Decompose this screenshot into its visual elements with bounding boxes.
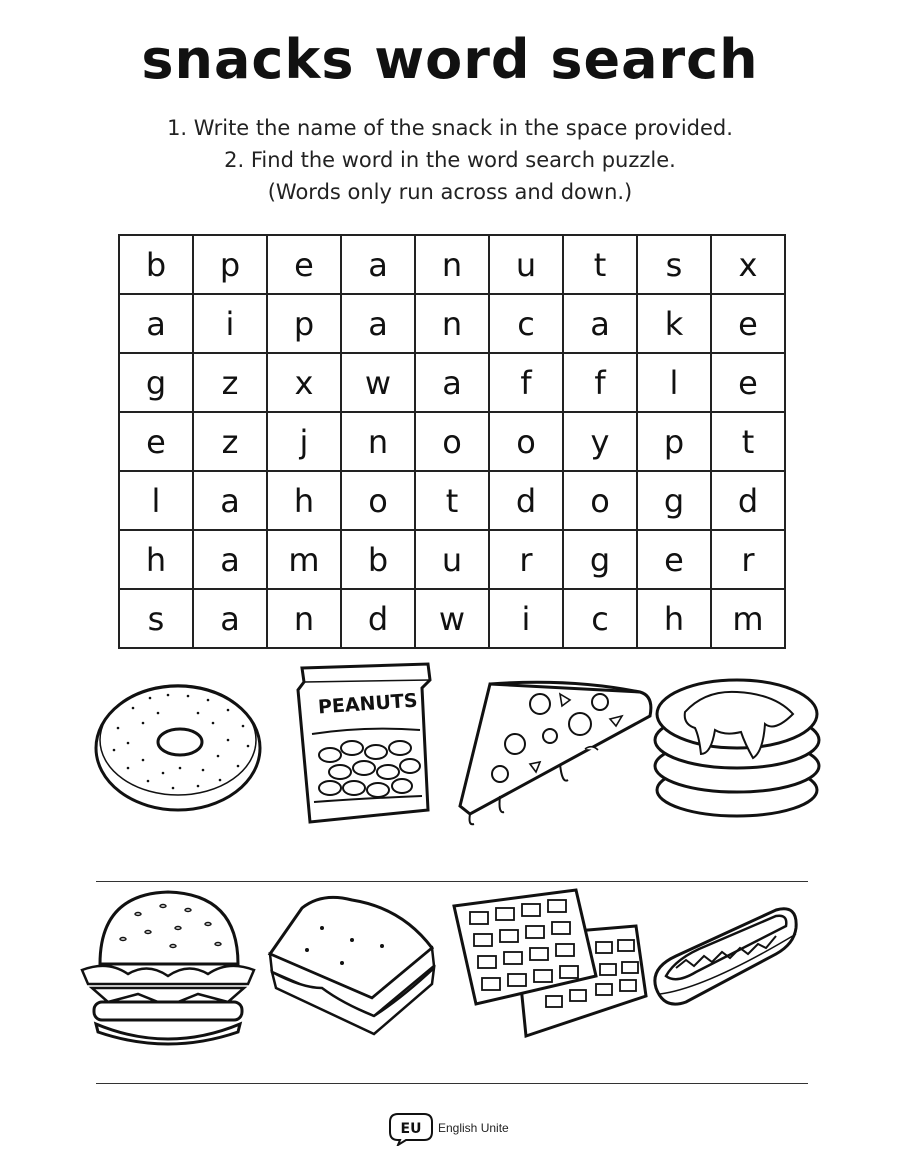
grid-cell: z xyxy=(193,412,267,471)
grid-row xyxy=(119,353,785,412)
pizza-slice-icon xyxy=(440,664,660,834)
grid-cell: l xyxy=(119,471,193,530)
grid-cell: w xyxy=(341,353,415,412)
grid-cell: r xyxy=(711,530,785,589)
grid-cell: z xyxy=(193,353,267,412)
grid-cell: g xyxy=(637,471,711,530)
grid-cell: m xyxy=(711,589,785,648)
grid-cell: f xyxy=(489,353,563,412)
grid-cell: d xyxy=(341,589,415,648)
grid-cell: c xyxy=(563,589,637,648)
grid-cell: a xyxy=(193,589,267,648)
grid-cell: t xyxy=(563,235,637,294)
grid-cell: x xyxy=(711,235,785,294)
grid-cell: t xyxy=(711,412,785,471)
grid-cell: a xyxy=(119,294,193,353)
grid-cell: o xyxy=(415,412,489,471)
answer-line-1[interactable] xyxy=(96,881,808,882)
grid-cell: o xyxy=(563,471,637,530)
logo-letters: EU xyxy=(400,1121,422,1137)
grid-row xyxy=(119,530,785,589)
grid-cell: e xyxy=(637,530,711,589)
grid-cell: g xyxy=(563,530,637,589)
instruction-3: (Words only run across and down.) xyxy=(267,180,633,204)
grid-cell: e xyxy=(119,412,193,471)
grid-cell: l xyxy=(637,353,711,412)
grid-cell: e xyxy=(267,235,341,294)
hotdog-icon xyxy=(646,898,806,1018)
grid-cell: s xyxy=(637,235,711,294)
grid-cell: m xyxy=(267,530,341,589)
grid-row xyxy=(119,294,785,353)
instruction-1: 1. Write the name of the snack in the space provided. xyxy=(167,116,733,140)
grid-cell: i xyxy=(193,294,267,353)
grid-cell: h xyxy=(119,530,193,589)
grid-cell: n xyxy=(415,235,489,294)
page-title: snacks word search xyxy=(141,28,759,91)
word-search-grid xyxy=(118,234,786,649)
brand-name: English Unite xyxy=(438,1121,509,1135)
grid-cell: s xyxy=(119,589,193,648)
grid-cell: w xyxy=(415,589,489,648)
grid-cell: y xyxy=(563,412,637,471)
grid-row xyxy=(119,471,785,530)
sandwich-icon xyxy=(262,888,442,1038)
grid-cell: a xyxy=(193,471,267,530)
grid-cell: f xyxy=(563,353,637,412)
grid-cell: n xyxy=(267,589,341,648)
grid-cell: o xyxy=(489,412,563,471)
grid-cell: o xyxy=(341,471,415,530)
grid-cell: c xyxy=(489,294,563,353)
grid-cell: g xyxy=(119,353,193,412)
grid-cell: p xyxy=(193,235,267,294)
grid-cell: a xyxy=(341,235,415,294)
grid-cell: b xyxy=(119,235,193,294)
grid-cell: e xyxy=(711,294,785,353)
grid-cell: d xyxy=(711,471,785,530)
grid-cell: t xyxy=(415,471,489,530)
grid-cell: a xyxy=(415,353,489,412)
hamburger-icon xyxy=(78,884,258,1054)
peanuts-bag-icon xyxy=(290,660,440,830)
grid-cell: r xyxy=(489,530,563,589)
grid-cell: n xyxy=(341,412,415,471)
grid-cell: a xyxy=(193,530,267,589)
waffles-icon xyxy=(446,886,651,1046)
grid-cell: n xyxy=(415,294,489,353)
pancakes-icon xyxy=(645,662,830,832)
grid-cell: p xyxy=(637,412,711,471)
grid-cell: u xyxy=(415,530,489,589)
grid-cell: k xyxy=(637,294,711,353)
grid-cell: d xyxy=(489,471,563,530)
grid-cell: a xyxy=(341,294,415,353)
bagel-icon xyxy=(88,668,268,818)
grid-cell: j xyxy=(267,412,341,471)
grid-cell: p xyxy=(267,294,341,353)
grid-cell: u xyxy=(489,235,563,294)
answer-line-2[interactable] xyxy=(96,1083,808,1084)
grid-cell: b xyxy=(341,530,415,589)
grid-cell: a xyxy=(563,294,637,353)
grid-row xyxy=(119,235,785,294)
grid-cell: i xyxy=(489,589,563,648)
grid-cell: e xyxy=(711,353,785,412)
english-unite-logo xyxy=(388,1110,434,1146)
grid-cell: x xyxy=(267,353,341,412)
peanuts-label: PEANUTS xyxy=(317,689,419,719)
grid-cell: h xyxy=(637,589,711,648)
grid-cell: h xyxy=(267,471,341,530)
grid-row xyxy=(119,589,785,648)
grid-row xyxy=(119,412,785,471)
footer xyxy=(388,1108,509,1148)
instruction-2: 2. Find the word in the word search puzzle. xyxy=(224,148,676,172)
